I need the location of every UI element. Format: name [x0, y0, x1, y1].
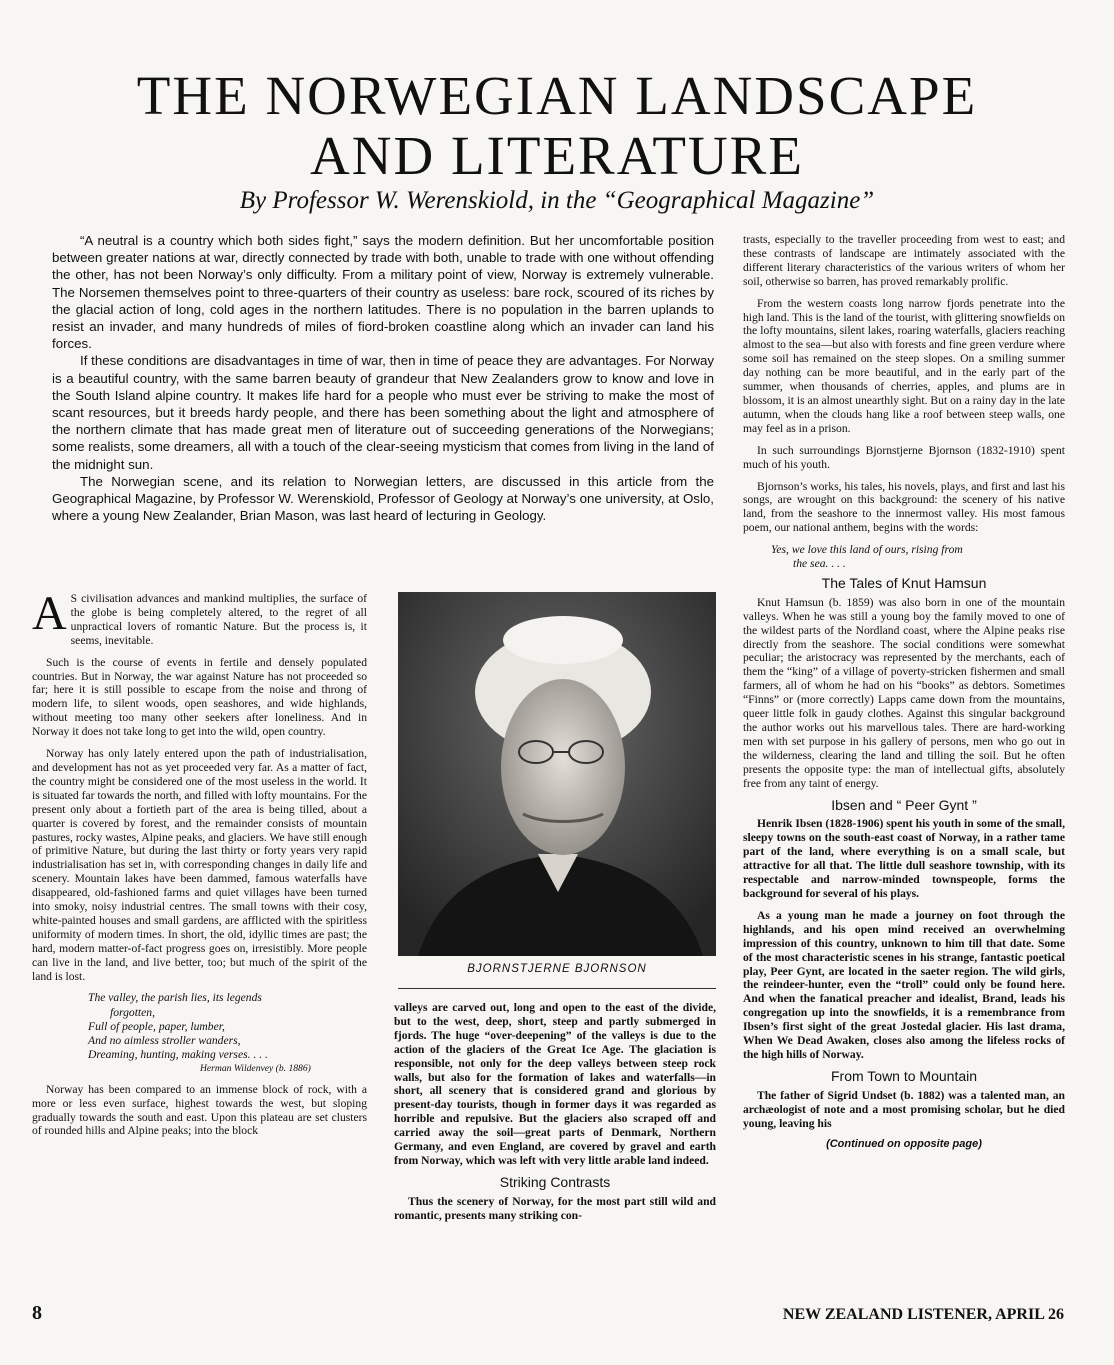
- intro-block: [52, 232, 714, 524]
- ibsen-section: [743, 817, 1065, 1061]
- portrait-illustration: [398, 592, 716, 956]
- continued-note: (Continued on opposite page): [826, 1138, 982, 1151]
- section-heading: From Town to Mountain: [830, 1067, 978, 1084]
- column-middle: [394, 1001, 716, 1231]
- column-left: [32, 587, 367, 1146]
- undset-section: [743, 1089, 1065, 1131]
- drop-cap: A: [32, 587, 67, 640]
- body-paragraph: Henrik Ibsen (1828-1906) spent his youth in some of the small, sleepy towns on the south-east coast of Norway, in a rather tame part of the land, where everything is on a small scale, but attractive for all that. The little dull seashore township, with its respectable and narrow-minded townspeople, forms the background for several of his plays.: [743, 817, 1065, 900]
- divider: [398, 988, 716, 989]
- section-heading: The Tales of Knut Hamsun: [821, 574, 987, 591]
- body-paragraph: The father of Sigrid Undset (b. 1882) was a talented man, an archæologist of note and a most promising scholar, but he died young, leaving his: [743, 1088, 1065, 1130]
- section-heading: Ibsen and “ Peer Gynt ”: [831, 796, 977, 813]
- verse-line: The valley, the parish lies, its legends: [88, 991, 262, 1005]
- body-paragraph: Such is the course of events in fertile and densely populated countries. But in Norway, the war against Nature has not proceeded so far; here it is still possible to escape from the noise and throng of modern life, to silent woods, open seashores, and wide highlands, without meeting too many other seekers after loneliness. And in Norway it does not take long to get into the wild, open country.: [32, 655, 367, 739]
- opening-paragraph: [32, 587, 367, 648]
- body-paragraph: Norway has been compared to an immense block of rock, with a more or less even surface, highest towards the west, but sloping gradually towards the south and east. Upon this plateau are set clusters of rounded hills and Alpine peaks; into the block: [32, 1082, 367, 1138]
- byline: By Professor W. Werenskiold, in the “Geographical Magazine”: [239, 187, 875, 214]
- section-heading: Striking Contrasts: [499, 1173, 611, 1190]
- verse-line: Dreaming, hunting, making verses. . . .: [88, 1048, 268, 1062]
- verse-line: Full of people, paper, lumber,: [88, 1019, 225, 1033]
- article-title: [0, 66, 1114, 186]
- intro-paragraph: “A neutral is a country which both sides fight,” says the modern definition. But her uncomfortable position between greater nations at war, directly connected by trade with both, unable to trade with one without offending the other, has not been Norway’s only difficulty. From a military point of view, Norway is extremely vulnerable. The Norsemen themselves point to three-quarters of their country as useless: bare rock, scoured of its riches by the glacial action of long, cold ages in the northern latitudes. There is no population in the barren uplands to resist an invader, and many hundreds of miles of fiord-broken coastline along which an invader can land his forces.: [52, 233, 714, 352]
- masthead: NEW ZEALAND LISTENER, APRIL 26: [782, 1306, 1064, 1323]
- column-right: [743, 233, 1065, 1152]
- verse-attribution: Herman Wildenvey (b. 1886): [200, 1063, 311, 1075]
- photo-caption: BJORNSTJERNE BJORNSON: [467, 963, 647, 975]
- intro-paragraph: If these conditions are disadvantages in time of war, then in time of peace they are advantages. For Norway is a beautiful country, with the same barren beauty of grandeur that New Zealanders grow to know and love in the South Island alpine country. It makes life hard for a people who must ever be striving to make the most of scant resources, but it breeds hardy people, and there has been something about the light and atmosphere of the northern climate that has made great men of literature out of succeeding generations of the Norwegians; some realists, some dreamers, all with a touch of the clear-seeing mysticism that comes from living in the land of the midnight sun.: [52, 353, 714, 472]
- verse-quote: [88, 991, 367, 1076]
- intro-paragraph: The Norwegian scene, and its relation to Norwegian letters, are discussed in this article from the Geographical Magazine, by Professor W. Werenskiold, Professor of Geology at Norway’s one university, at Oslo, where a young New Zealander, Brian Mason, was last heard of lecturing in Geology.: [52, 473, 714, 524]
- body-paragraph: Bjornson’s works, his tales, his novels, plays, and first and last his songs, are wrought on this background: the scenery of his native land, from the seashore to the innermost valley. His most famous poem, our national anthem, begins with the words:: [743, 479, 1065, 535]
- page-number: 8: [32, 1302, 42, 1324]
- verse-line: forgotten,: [110, 1005, 155, 1019]
- opening-text: S civilisation advances and mankind multiplies, the surface of the globe is being completely altered, to the regret of all unpractical lovers of romantic Nature. But the process is, it seems, inevitable.: [70, 592, 367, 647]
- title-line-2: AND LITERATURE: [310, 125, 804, 186]
- verse-line: And no aimless stroller wanders,: [88, 1034, 241, 1048]
- body-paragraph: trasts, especially to the traveller proceeding from west to east; and these contrasts of landscape are intimately associated with the different literary characteristics of the various writers of whom her soil, otherwise so barren, has proved remarkably prolific.: [743, 233, 1065, 288]
- body-paragraph: Thus the scenery of Norway, for the most part still wild and romantic, presents many striking con-: [394, 1194, 716, 1222]
- anthem-quote: [771, 543, 1065, 571]
- anthem-line: Yes, we love this land of ours, rising from: [771, 543, 963, 557]
- title-line-1: THE NORWEGIAN LANDSCAPE: [136, 65, 978, 126]
- body-paragraph: As a young man he made a journey on foot through the highlands, and his open mind received an overwhelming impression of this country, unknown to him till that date. Some of the most characteristic scenes in his strange, fantastic poetical play, Peer Gynt, are located in the saeter region. The wild girls, the reindeer-hunter, even the “troll” could only be found here. And when the fanatical preacher and idealist, Brand, leads his congregation up into the snowfields, it is a remembrance from Ibsen’s first sight of the great Jostedal glacier. His last drama, When We Dead Awaken, closes also among the lifeless rocks of the high hills of Norway.: [743, 908, 1065, 1061]
- anthem-line: the sea. . . .: [793, 557, 846, 571]
- body-paragraph: In such surroundings Bjornstjerne Bjornson (1832-1910) spent much of his youth.: [743, 443, 1065, 471]
- body-paragraph: From the western coasts long narrow fjords penetrate into the high land. This is the land of the tourist, with glittering snowfields on the lofty mountains, silent lakes, roaring waterfalls, glaciers reaching almost to the sea—but also with forests and fine green verdure where some soil has remained on the steep slopes. On a smiling summer day nothing can be more beautiful, and in the early part of the summer, when thousands of cherries, apples, and plums are in blossom, it is an almost unearthly sight. But on a rainy day in the late autumn, when the clouds hang like a roof between steep walls, one may feel as in a prison.: [743, 296, 1065, 435]
- body-paragraph: Knut Hamsun (b. 1859) was also born in one of the mountain valleys. When he was still a young boy the family moved to one of the wildest parts of the Nordland coast, where the Alpine peaks rise directly from the seashore. The social conditions were somewhat peculiar; the aristocracy was represented by the merchants, each of them the “king” of a village of poverty-stricken fishermen and small farmers, all of whom he had on his “books” as debtors. Sometimes “Finns” or (more correctly) Lapps came down from the mountains, queer little folk in gaudy clothes. Against this singular background the author works out his marvellous tales. There are hard-working men with set purpose in his gallery of persons, men who go out in the wilderness, clearing the land and tilling the soil. But he often presents the opposite type: the man of intellectual gifts, absolutely free from any taint of energy.: [743, 595, 1065, 790]
- body-paragraph: Norway has only lately entered upon the path of industrialisation, and development has not as yet proceeded very far. As a matter of fact, the country might be considered one of the most useless in the world. It is situated far towards the north, and filled with lofty mountains. For the present only about a fortieth part of the area is being tilled, about a quarter is covered by forest, and the remainder consists of mountain pastures, rocky wastes, Alpine peaks, and glaciers. We have still enough of primitive Nature, but during the last thirty or forty years very rapid industrialisation has set in, with corresponding changes in daily life and scenery. Mountain lakes have been dammed, famous waterfalls have disappeared, old-fashioned farms and quiet villages have been turned into smoky, noisy industrial centres. The small towns with their cosy, white-painted houses and small gardens, are afflicted with the spiritless uniformity of modern times. In short, the old, idyllic times are past; the hard, modern matter-of-fact progress goes on, irresistibly. More people can live in the land, and live better, too; but much of the spirit of the land is lost.: [32, 747, 367, 983]
- portrait-photo: [398, 592, 716, 956]
- body-paragraph: valleys are carved out, long and open to the east of the divide, but to the west, deep, short, steep and partly submerged in fjords. The huge “over-deepening” of the valleys is due to the action of the glaciers of the Great Ice Age. The glaciation is responsible, not only for the deep valleys between steep rock walls, but also for the formation of lakes and waterfalls—in short, all scenery that is considered grand and glorious by present-day tourists, though in former days it was regarded as horrible and repulsive. But the glaciers also scraped off and carried away the soil—great parts of Denmark, Northern Germany, and even England, are covered by gravel and earth from Norway, which was left with very little arable land indeed.: [394, 1001, 716, 1167]
